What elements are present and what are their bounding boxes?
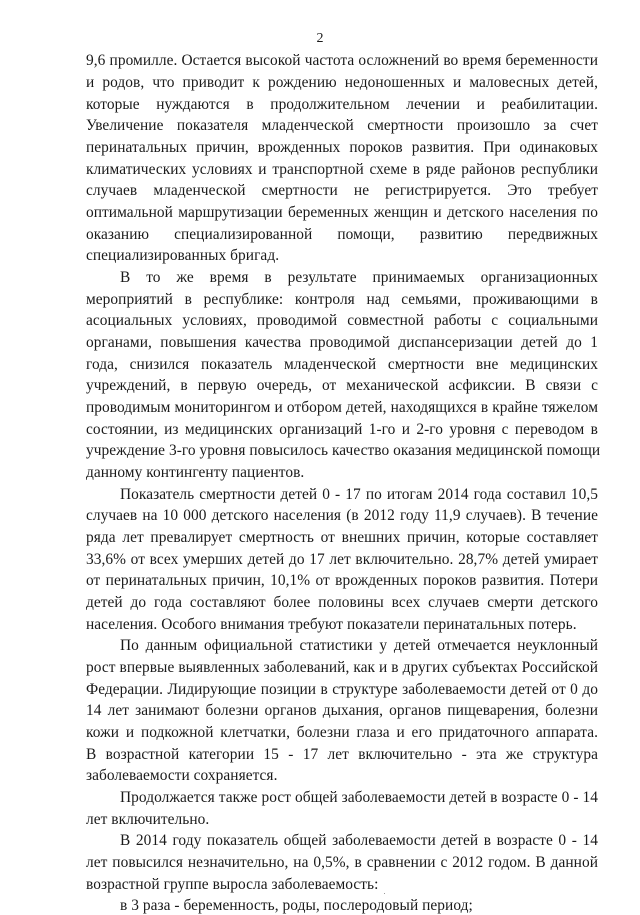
list-item: в 3 раза - беременность, роды, послеродовый период; [120,897,473,914]
text-line: специализированных бригад. [86,247,280,264]
text-line: заболеваемости сохраняется. [86,767,278,784]
text-line: По данным официальной статистики у детей отмечается неуклонный [120,637,598,654]
text-line: от перинатальных причин, 10,1% от врожденных пороков развития. Потери [86,572,598,589]
text-line: климатических условиях и транспортной схеме в ряде районов республики [86,161,598,178]
text-line: возрастной группе выросла заболеваемость: [86,876,379,893]
text-line: лет включительно. [86,811,210,828]
text-line: кожи и подкожной клетчатки, болезни глаза и его придаточного аппарата. [86,724,598,741]
text-line: состоянии, из медицинских организаций 1-го и 2-го уровня с переводом в [86,421,598,438]
scan-speck [384,893,385,894]
text-line: рост впервые выявленных заболеваний, как и в других субъектах Российской [86,659,598,676]
text-line: 33,6% от всех умерших детей до 17 лет включительно. 28,7% детей умирает [86,551,598,568]
text-line: 14 лет занимают болезни органов дыхания, органов пищеварения, болезни [86,702,598,719]
text-line: Федерации. Лидирующие позиции в структуре заболеваемости детей от 0 до [86,681,598,698]
text-line: случаев младенческой смертности не регистрируется. Это требует [86,182,598,199]
page-number: 2 [316,31,324,46]
text-line: асоциальных условиях, проводимой совместной работы с социальными [86,312,598,329]
text-line: учреждение 3-го уровня повысилось качество оказания медицинской помощи [86,442,601,459]
text-line: Увеличение показателя младенческой смертности произошло за счет [86,117,598,134]
text-line: органами, повышения качества проводимой диспансеризации детей до 1 [86,334,598,351]
text-line: ряда лет превалирует смертность от внешних причин, которые составляет [86,529,598,546]
text-line: мероприятий в республике: контроля над семьями, проживающими в [86,291,598,308]
text-line: В 2014 году показатель общей заболеваемости детей в возрасте 0 - 14 [120,832,598,849]
text-line: года, снизился показатель младенческой смертности вне медицинских [86,356,598,373]
text-line: Продолжается также рост общей заболеваемости детей в возрасте 0 - 14 [120,789,598,806]
text-line: случаев на 10 000 детского населения (в 2012 году 11,9 случаев). В течение [86,507,598,524]
text-line: проводимым мониторингом и отбором детей, находящихся в крайне тяжелом [86,399,598,416]
text-line: учреждений, в первую очередь, от механической асфиксии. В связи с [86,377,598,394]
text-line: перинатальных причин, врожденных пороков развития. При одинаковых [86,139,598,156]
text-line: оказанию специализированной помощи, развитию передвижных [86,226,598,243]
text-line: которые нуждаются в продолжительном лечении и реабилитации. [86,96,598,113]
text-line: детей до года составляют более половины всех случаев смерти детского [86,594,598,611]
text-line: населения. Особого внимания требуют показатели перинатальных потерь. [86,616,577,633]
text-line: оптимальной маршрутизации беременных женщин и детского населения по [86,204,598,221]
text-line: 9,6 промилле. Остается высокой частота осложнений во время беременности [86,52,598,69]
text-line: В то же время в результате принимаемых организационных [120,269,598,286]
text-line: лет повысился незначительно, на 0,5%, в сравнении с 2012 годом. В данной [86,854,598,871]
text-line: данному контингенту пациентов. [86,464,305,481]
text-line: В возрастной категории 15 - 17 лет включительно - эта же структура [86,746,598,763]
text-line: Показатель смертности детей 0 - 17 по итогам 2014 года составил 10,5 [120,486,598,503]
text-line: и родов, что приводит к рождению недоношенных и маловесных детей, [86,74,598,91]
